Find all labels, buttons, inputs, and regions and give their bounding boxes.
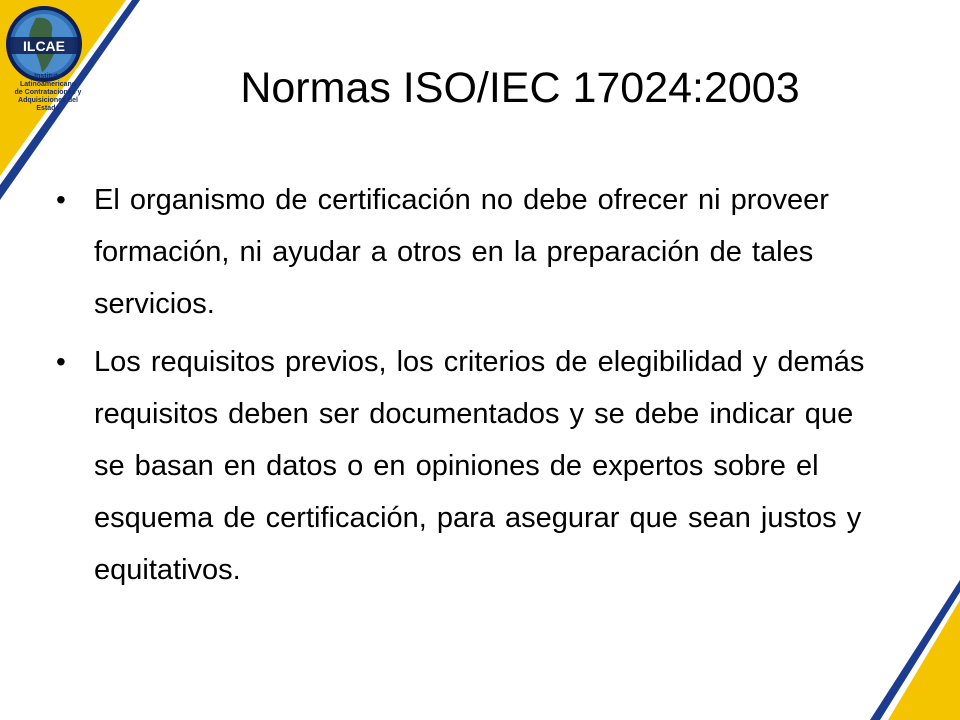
corner-decoration-bottom-right — [870, 580, 960, 720]
bullet-list — [56, 174, 876, 602]
bullet-text: El organismo de certificación no debe ofrecer ni proveer formación, ni ayudar a otros en la preparación de tales servicios. — [94, 184, 829, 320]
logo-text: ILCAE — [23, 38, 65, 54]
bullet-text: Los requisitos previos, los criterios de elegibilidad y demás requisitos deben ser documentados y se debe indicar que se basan en datos o en opiniones de expertos sobre el esquema de certificación, para asegurar que sean justos y equitativos. — [94, 346, 865, 586]
bullet-item — [56, 336, 876, 596]
slide-title: Normas ISO/IEC 17024:2003 — [240, 64, 800, 112]
bullet-item — [56, 174, 876, 330]
bullet-marker: • — [56, 184, 66, 215]
bullet-marker: • — [56, 346, 66, 377]
logo-caption: Instituto Latinoamericano de Contrataciones y Adquisiciones del Estado — [14, 73, 82, 112]
